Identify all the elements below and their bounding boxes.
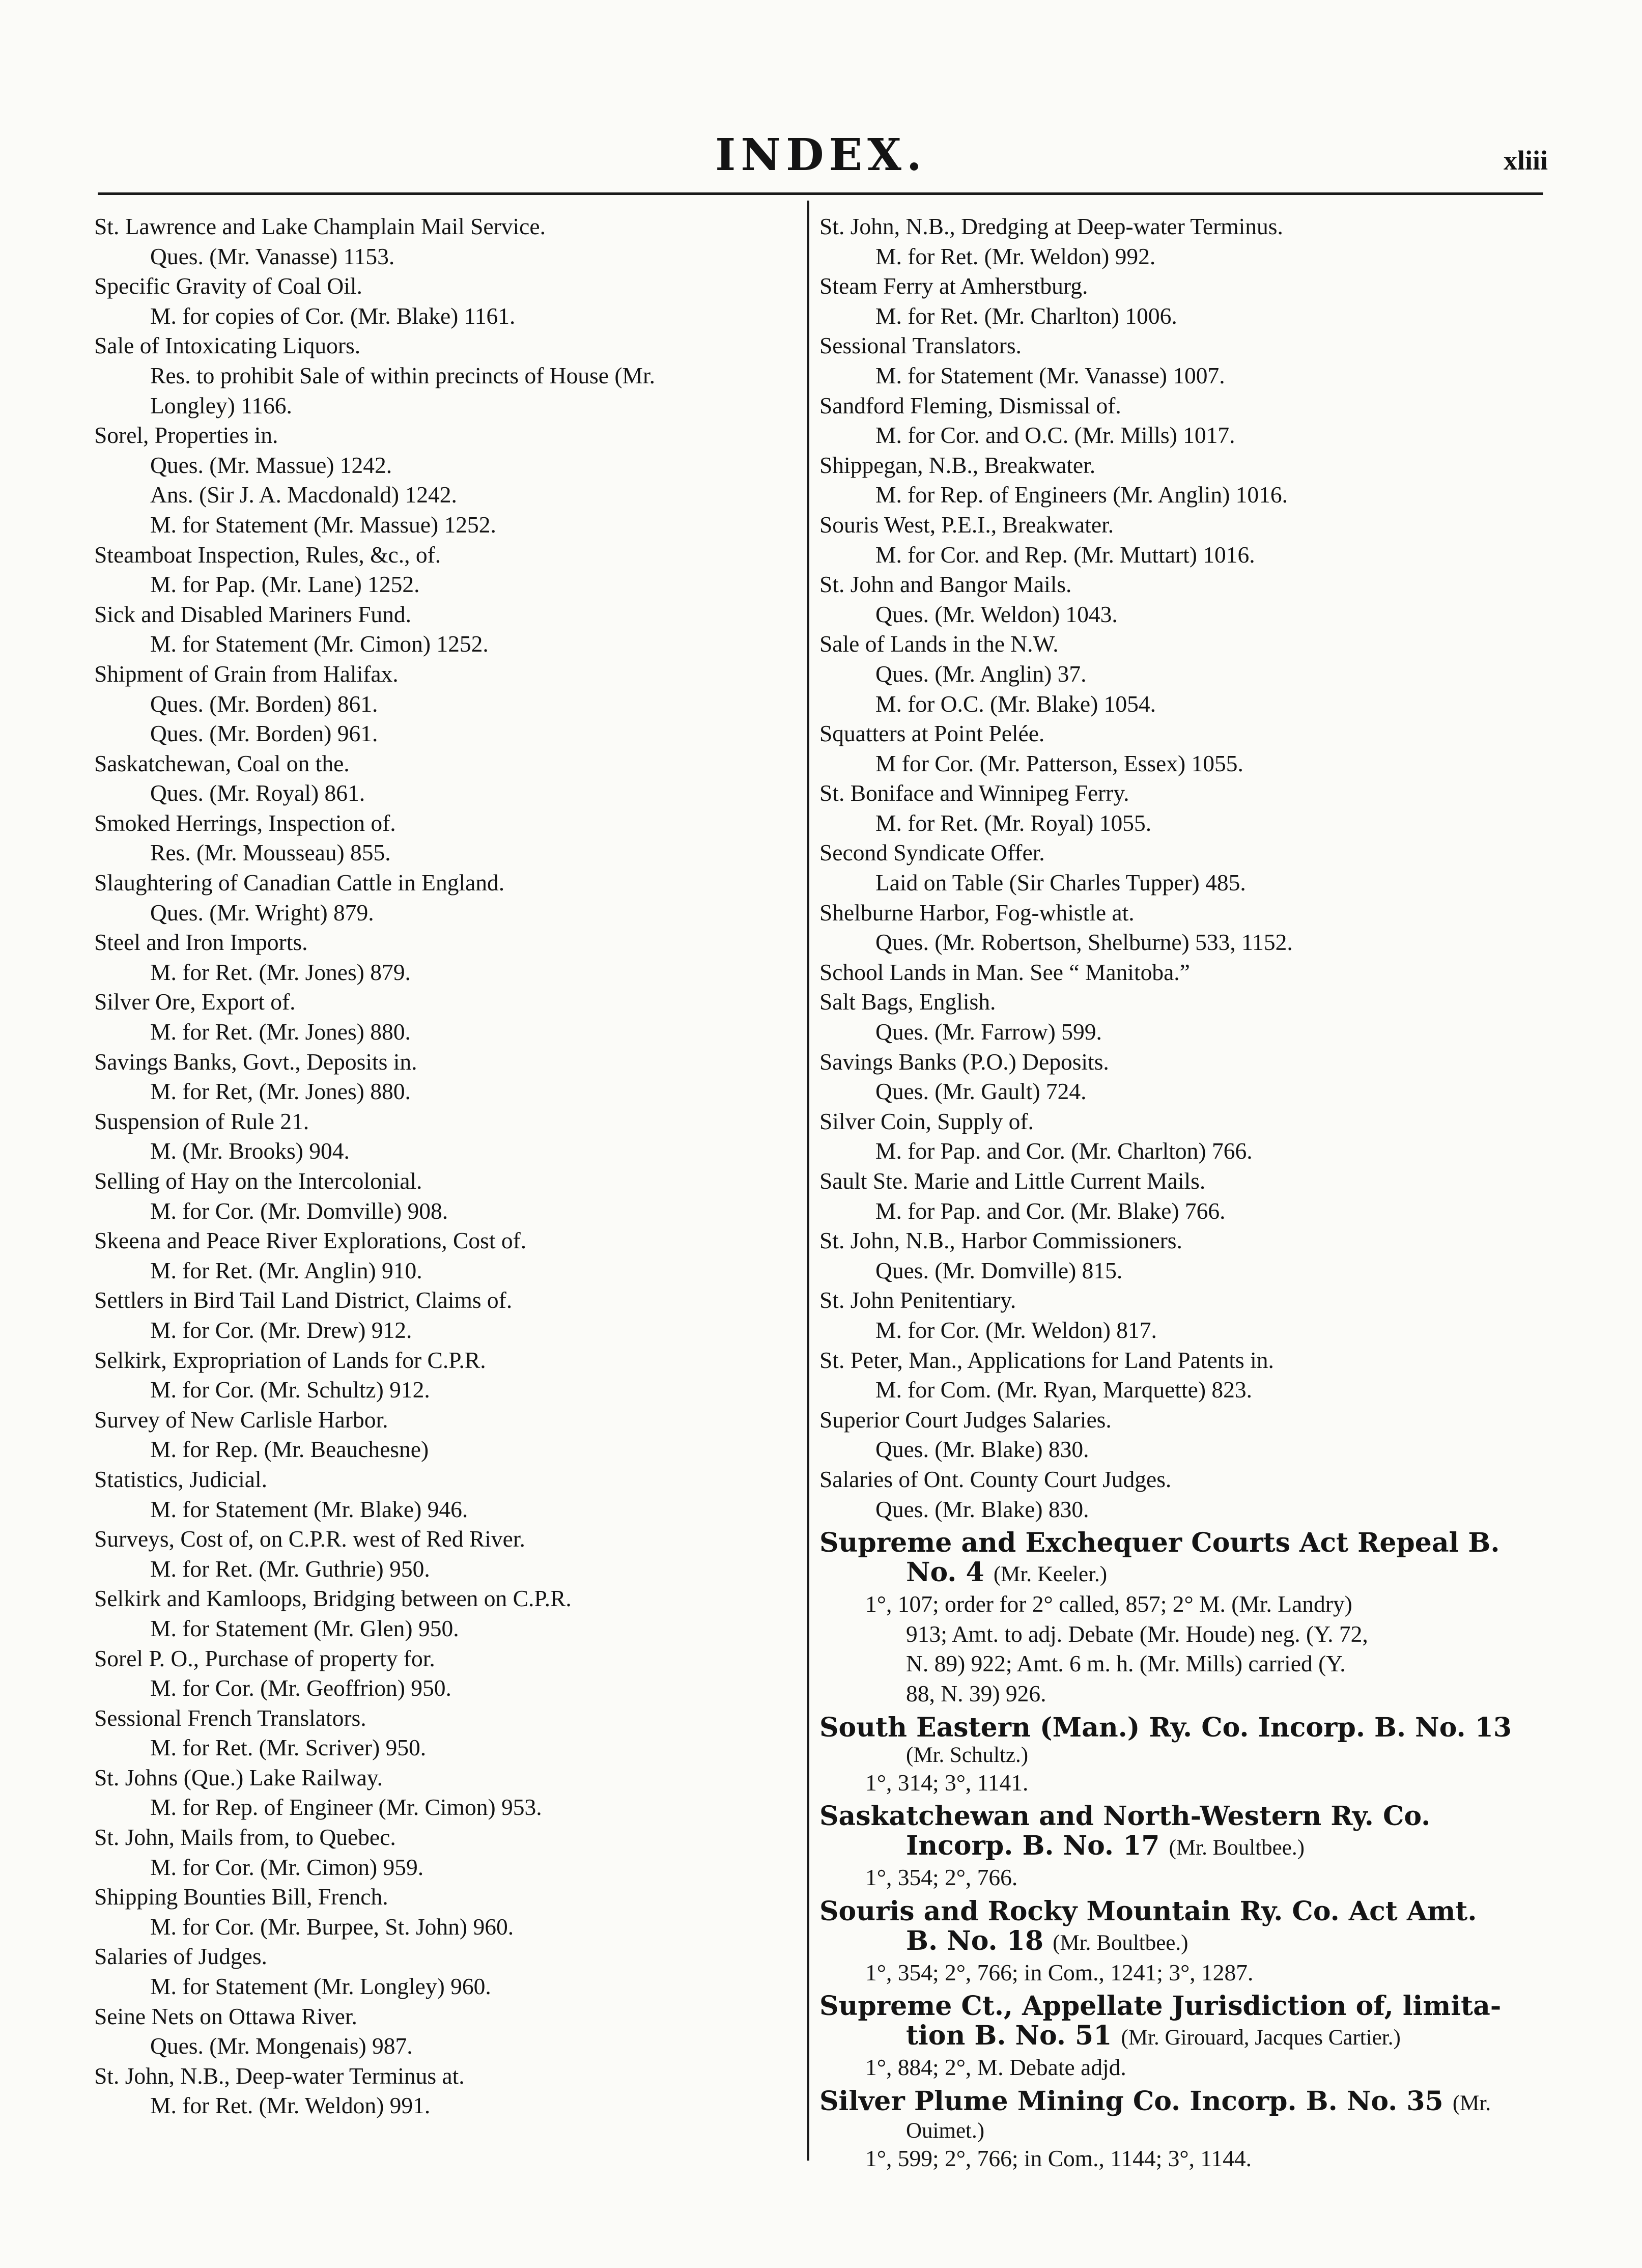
index-entry bbox=[819, 719, 1537, 778]
bill-entry bbox=[819, 1897, 1537, 1988]
index-entry bbox=[819, 451, 1537, 510]
index-entry bbox=[819, 958, 1537, 988]
bill-proceedings: 913; Amt. to adj. Debate (Mr. Houde) neg. (Y. 72, bbox=[906, 1620, 1368, 1647]
entry-reference: Ans. (Sir J. A. Macdonald) 1242. bbox=[150, 482, 457, 508]
entry-heading: St. John, N.B., Deep-water Terminus at. bbox=[94, 2062, 465, 2089]
entry-reference: Ques. (Mr. Mongenais) 987. bbox=[150, 2033, 413, 2059]
entry-reference: M. for Rep. of Engineer (Mr. Cimon) 953. bbox=[150, 1794, 542, 1821]
entry-heading: St. Peter, Man., Applications for Land Patents in. bbox=[819, 1347, 1274, 1373]
entry-reference: M. for Ret. (Mr. Jones) 879. bbox=[150, 959, 411, 985]
index-entry bbox=[819, 212, 1537, 271]
index-entry bbox=[819, 391, 1537, 451]
entry-reference: M. for Rep. (Mr. Beauchesne) bbox=[150, 1436, 429, 1463]
index-entry bbox=[819, 271, 1537, 331]
entry-reference: M. for Pap. (Mr. Lane) 1252. bbox=[150, 571, 420, 598]
entry-heading: Silver Coin, Supply of. bbox=[819, 1108, 1034, 1134]
index-entry bbox=[94, 1047, 797, 1107]
page-title: INDEX. bbox=[715, 129, 927, 181]
bill-proceedings: 1°, 107; order for 2° called, 857; 2° M. (Mr. Landry) bbox=[865, 1591, 1352, 1617]
entry-reference: Res. to prohibit Sale of within precincts of House (Mr. bbox=[150, 362, 656, 388]
entry-reference: M. for Statement (Mr. Blake) 946. bbox=[150, 1496, 468, 1522]
entry-heading: Sick and Disabled Mariners Fund. bbox=[94, 601, 412, 627]
bill-title-text: Souris and Rocky Mountain Ry. Co. Act Amt. bbox=[819, 1895, 1477, 1927]
index-entry bbox=[94, 2002, 797, 2061]
bill-title-text: B. No. 18 bbox=[906, 1925, 1044, 1956]
entry-reference: Ques. (Mr. Borden) 861. bbox=[150, 690, 378, 717]
index-entry bbox=[819, 1465, 1537, 1524]
entry-reference: M. for Ret. (Mr. Anglin) 910. bbox=[150, 1257, 422, 1283]
index-entry bbox=[94, 808, 797, 868]
entry-reference: M. for Statement (Mr. Longley) 960. bbox=[150, 1973, 491, 2000]
bill-entry bbox=[819, 1713, 1537, 1798]
bill-proceedings: 1°, 354; 2°, 766; in Com., 1241; 3°, 1287. bbox=[865, 1959, 1254, 1985]
entry-reference: M. for Ret. (Mr. Guthrie) 950. bbox=[150, 1555, 430, 1582]
bill-sponsor: (Mr. Girouard, Jacques Cartier.) bbox=[1121, 2026, 1401, 2050]
index-entry bbox=[819, 1166, 1537, 1226]
entry-heading: Skeena and Peace River Explorations, Cost of. bbox=[94, 1227, 527, 1254]
entry-heading: Sessional French Translators. bbox=[94, 1704, 366, 1731]
entry-heading: Survey of New Carlisle Harbor. bbox=[94, 1406, 388, 1433]
entry-heading: St. John, N.B., Dredging at Deep-water Terminus. bbox=[819, 213, 1283, 239]
index-entry bbox=[94, 1285, 797, 1345]
entry-heading: Salaries of Ont. County Court Judges. bbox=[819, 1466, 1172, 1492]
entry-heading: St. Johns (Que.) Lake Railway. bbox=[94, 1764, 383, 1790]
entry-reference: M. (Mr. Brooks) 904. bbox=[150, 1138, 350, 1164]
index-entry bbox=[819, 1226, 1537, 1285]
index-entry bbox=[94, 1346, 797, 1405]
bill-sponsor: (Mr. Boultbee.) bbox=[1169, 1836, 1305, 1860]
bill-entry bbox=[819, 2087, 1537, 2174]
index-entry bbox=[94, 868, 797, 928]
index-entry bbox=[819, 778, 1537, 838]
entry-heading: Sale of Intoxicating Liquors. bbox=[94, 332, 361, 359]
index-entry bbox=[819, 1107, 1537, 1166]
index-column-left bbox=[94, 212, 797, 2121]
entry-reference: M. for Cor. (Mr. Domville) 908. bbox=[150, 1197, 448, 1224]
entry-heading: School Lands in Man. See “ Manitoba.” bbox=[819, 959, 1190, 985]
bill-title-text: Silver Plume Mining Co. Incorp. B. No. 35 bbox=[819, 2085, 1443, 2117]
bill-title-text: tion B. No. 51 bbox=[906, 2020, 1112, 2052]
bill-entries bbox=[819, 1528, 1537, 2173]
entry-reference: Longley) 1166. bbox=[150, 392, 292, 418]
entry-heading: Savings Banks (P.O.) Deposits. bbox=[819, 1048, 1109, 1075]
entry-reference: Ques. (Mr. Domville) 815. bbox=[875, 1257, 1123, 1283]
entry-reference: M. for Ret. (Mr. Weldon) 992. bbox=[875, 243, 1156, 269]
index-entry bbox=[94, 1166, 797, 1226]
entry-heading: Souris West, P.E.I., Breakwater. bbox=[819, 511, 1114, 538]
bill-entry bbox=[819, 1992, 1537, 2083]
index-entry bbox=[94, 600, 797, 659]
index-entry bbox=[94, 421, 797, 540]
entry-reference: Ques. (Mr. Weldon) 1043. bbox=[875, 601, 1118, 627]
entry-heading: Steel and Iron Imports. bbox=[94, 929, 308, 956]
entry-reference: M. for Ret. (Mr. Jones) 880. bbox=[150, 1019, 411, 1045]
entry-heading: St. John, N.B., Harbor Commissioners. bbox=[819, 1227, 1182, 1254]
bill-title bbox=[819, 1558, 1537, 1589]
entry-heading: Statistics, Judicial. bbox=[94, 1466, 267, 1492]
entry-heading: Shipping Bounties Bill, French. bbox=[94, 1884, 388, 1910]
header-rule bbox=[98, 192, 1543, 195]
bill-sponsor-continuation: Ouimet.) bbox=[906, 2118, 985, 2143]
entry-heading: Sessional Translators. bbox=[819, 332, 1022, 359]
entry-heading: Selling of Hay on the Intercolonial. bbox=[94, 1168, 422, 1194]
bill-title bbox=[819, 1802, 1537, 1831]
entry-reference: Ques. (Mr. Borden) 961. bbox=[150, 720, 378, 747]
entry-reference: M. for Ret. (Mr. Weldon) 991. bbox=[150, 2092, 431, 2119]
index-entry bbox=[94, 1584, 797, 1643]
entry-reference: M. for Cor. (Mr. Burpee, St. John) 960. bbox=[150, 1913, 514, 1940]
entry-reference: M. for Cor. (Mr. Drew) 912. bbox=[150, 1317, 412, 1343]
entry-heading: Slaughtering of Canadian Cattle in England. bbox=[94, 870, 505, 896]
entry-reference: Ques. (Mr. Robertson, Shelburne) 533, 1152. bbox=[875, 929, 1293, 956]
entry-reference: M. for Pap. and Cor. (Mr. Blake) 766. bbox=[875, 1197, 1226, 1224]
bill-title-text: Supreme and Exchequer Courts Act Repeal B. bbox=[819, 1527, 1500, 1559]
bill-title bbox=[819, 2087, 1537, 2118]
bill-entry bbox=[819, 1802, 1537, 1893]
entry-heading: Steam Ferry at Amherstburg. bbox=[819, 273, 1088, 299]
index-entry bbox=[819, 629, 1537, 719]
entry-reference: M. for Rep. of Engineers (Mr. Anglin) 1016. bbox=[875, 482, 1288, 508]
bill-sponsor: (Mr. Boultbee.) bbox=[1053, 1930, 1188, 1955]
index-entry bbox=[94, 1882, 797, 1942]
bill-proceedings: 1°, 884; 2°, M. Debate adjd. bbox=[865, 2054, 1126, 2081]
entry-reference: M. for Ret. (Mr. Royal) 1055. bbox=[875, 809, 1152, 836]
entry-heading: Selkirk and Kamloops, Bridging between on C.P.R. bbox=[94, 1585, 572, 1612]
right-entries bbox=[819, 212, 1537, 1524]
entry-heading: Suspension of Rule 21. bbox=[94, 1108, 309, 1134]
index-entry bbox=[94, 1703, 797, 1763]
bill-sponsor: (Mr. bbox=[1452, 2091, 1491, 2115]
bill-title bbox=[819, 1992, 1537, 2021]
entry-reference: M. for Cor. (Mr. Schultz) 912. bbox=[150, 1377, 430, 1403]
entry-reference: M. for Cor. (Mr. Cimon) 959. bbox=[150, 1854, 424, 1880]
bill-proceedings: 1°, 354; 2°, 766. bbox=[865, 1864, 1018, 1891]
entry-reference: Res. (Mr. Mousseau) 855. bbox=[150, 839, 391, 866]
entry-reference: M. for Cor. and O.C. (Mr. Mills) 1017. bbox=[875, 422, 1235, 449]
bill-proceedings: 88, N. 39) 926. bbox=[906, 1680, 1046, 1706]
bill-entry bbox=[819, 1528, 1537, 1709]
index-entry bbox=[819, 570, 1537, 629]
bill-title-text: No. 4 bbox=[906, 1557, 984, 1588]
entry-reference: M. for Statement (Mr. Massue) 1252. bbox=[150, 511, 496, 538]
bill-title-text: Saskatchewan and North-Western Ry. Co. bbox=[819, 1801, 1431, 1832]
bill-title-text: Incorp. B. No. 17 bbox=[906, 1830, 1160, 1862]
entry-reference: M. for O.C. (Mr. Blake) 1054. bbox=[875, 690, 1156, 717]
index-entry bbox=[94, 1644, 797, 1703]
bill-proceedings: N. 89) 922; Amt. 6 m. h. (Mr. Mills) carried (Y. bbox=[906, 1650, 1346, 1677]
entry-reference: M. for Com. (Mr. Ryan, Marquette) 823. bbox=[875, 1377, 1252, 1403]
index-entry bbox=[819, 331, 1537, 390]
index-entry bbox=[94, 212, 797, 271]
bill-proceedings: 1°, 314; 3°, 1141. bbox=[865, 1769, 1029, 1796]
index-entry bbox=[819, 1047, 1537, 1107]
entry-reference: M. for Ret. (Mr. Charlton) 1006. bbox=[875, 302, 1177, 329]
entry-heading: St. John, Mails from, to Quebec. bbox=[94, 1824, 396, 1851]
entry-heading: Settlers in Bird Tail Land District, Claims of. bbox=[94, 1287, 513, 1313]
index-entry bbox=[94, 1405, 797, 1465]
entry-heading: Salaries of Judges. bbox=[94, 1943, 267, 1970]
entry-heading: Smoked Herrings, Inspection of. bbox=[94, 809, 396, 836]
index-entry bbox=[94, 1942, 797, 2001]
entry-heading: Surveys, Cost of, on C.P.R. west of Red River. bbox=[94, 1526, 525, 1552]
entry-reference: M for Cor. (Mr. Patterson, Essex) 1055. bbox=[875, 750, 1243, 776]
entry-heading: Sale of Lands in the N.W. bbox=[819, 631, 1059, 657]
entry-reference: M. for Statement (Mr. Vanasse) 1007. bbox=[875, 362, 1225, 388]
index-entry bbox=[94, 331, 797, 421]
bill-title bbox=[819, 1897, 1537, 1926]
bill-title bbox=[819, 1926, 1537, 1958]
page-number: xliii bbox=[1503, 145, 1548, 176]
index-entry bbox=[94, 1465, 797, 1524]
index-entry bbox=[94, 1226, 797, 1285]
entry-heading: Salt Bags, English. bbox=[819, 989, 996, 1015]
index-entry bbox=[94, 1524, 797, 1584]
index-entry bbox=[94, 271, 797, 331]
entry-reference: Ques. (Mr. Anglin) 37. bbox=[875, 660, 1087, 687]
index-entry bbox=[819, 1285, 1537, 1345]
index-entry bbox=[94, 540, 797, 600]
index-entry bbox=[94, 1763, 797, 1823]
index-entry bbox=[94, 1823, 797, 1882]
entry-reference: M. for copies of Cor. (Mr. Blake) 1161. bbox=[150, 302, 516, 329]
entry-heading: St. John Penitentiary. bbox=[819, 1287, 1016, 1313]
entry-reference: Ques. (Mr. Massue) 1242. bbox=[150, 452, 392, 478]
entry-heading: Specific Gravity of Coal Oil. bbox=[94, 273, 362, 299]
bill-title bbox=[819, 2021, 1537, 2053]
entry-reference: M. for Cor. (Mr. Geoffrion) 950. bbox=[150, 1675, 451, 1701]
bill-title-text: Supreme Ct., Appellate Jurisdiction of, limita- bbox=[819, 1991, 1502, 2022]
entry-heading: Shippegan, N.B., Breakwater. bbox=[819, 452, 1096, 478]
entry-heading: Shelburne Harbor, Fog-whistle at. bbox=[819, 899, 1135, 926]
bill-sponsor: (Mr. Schultz.) bbox=[906, 1743, 1029, 1767]
index-entry bbox=[819, 1405, 1537, 1465]
entry-heading: Steamboat Inspection, Rules, &c., of. bbox=[94, 541, 441, 568]
entry-heading: Silver Ore, Export of. bbox=[94, 989, 296, 1015]
column-divider bbox=[807, 201, 809, 2161]
entry-heading: Shipment of Grain from Halifax. bbox=[94, 660, 399, 687]
entry-reference: M. for Cor. and Rep. (Mr. Muttart) 1016. bbox=[875, 541, 1255, 568]
entry-heading: Superior Court Judges Salaries. bbox=[819, 1406, 1112, 1433]
bill-title bbox=[819, 1831, 1537, 1863]
entry-heading: Sandford Fleming, Dismissal of. bbox=[819, 392, 1121, 418]
index-entry bbox=[94, 928, 797, 987]
entry-reference: Ques. (Mr. Vanasse) 1153. bbox=[150, 243, 395, 269]
entry-reference: Laid on Table (Sir Charles Tupper) 485. bbox=[875, 870, 1246, 896]
entry-reference: M. for Cor. (Mr. Weldon) 817. bbox=[875, 1317, 1157, 1343]
index-entry bbox=[94, 749, 797, 808]
entry-reference: Ques. (Mr. Royal) 861. bbox=[150, 780, 365, 806]
entry-heading: Squatters at Point Pelée. bbox=[819, 720, 1045, 747]
entry-heading: Sault Ste. Marie and Little Current Mails. bbox=[819, 1168, 1206, 1194]
index-entry bbox=[94, 1107, 797, 1166]
index-entry bbox=[819, 898, 1537, 958]
entry-heading: Saskatchewan, Coal on the. bbox=[94, 750, 350, 776]
bill-sponsor: (Mr. Keeler.) bbox=[993, 1562, 1108, 1587]
index-column-right bbox=[819, 212, 1537, 2173]
entry-reference: M. for Statement (Mr. Cimon) 1252. bbox=[150, 631, 489, 657]
bill-title bbox=[819, 1713, 1537, 1743]
index-entry bbox=[94, 987, 797, 1047]
entry-reference: Ques. (Mr. Blake) 830. bbox=[875, 1436, 1089, 1463]
index-entry bbox=[94, 659, 797, 749]
index-entry bbox=[819, 1346, 1537, 1405]
entry-reference: Ques. (Mr. Gault) 724. bbox=[875, 1078, 1087, 1105]
entry-heading: Second Syndicate Offer. bbox=[819, 839, 1045, 866]
index-entry bbox=[819, 838, 1537, 898]
entry-reference: M. for Statement (Mr. Glen) 950. bbox=[150, 1615, 459, 1641]
entry-heading: Sorel, Properties in. bbox=[94, 422, 278, 449]
index-entry bbox=[819, 987, 1537, 1047]
entry-heading: St. Boniface and Winnipeg Ferry. bbox=[819, 780, 1129, 806]
entry-heading: Seine Nets on Ottawa River. bbox=[94, 2003, 357, 2029]
entry-reference: Ques. (Mr. Blake) 830. bbox=[875, 1496, 1089, 1522]
entry-heading: Selkirk, Expropriation of Lands for C.P.R. bbox=[94, 1347, 486, 1373]
entry-reference: M. for Pap. and Cor. (Mr. Charlton) 766. bbox=[875, 1138, 1253, 1164]
entry-heading: Sorel P. O., Purchase of property for. bbox=[94, 1645, 435, 1671]
entry-heading: Savings Banks, Govt., Deposits in. bbox=[94, 1048, 417, 1075]
entry-reference: Ques. (Mr. Wright) 879. bbox=[150, 899, 374, 926]
bill-proceedings: 1°, 599; 2°, 766; in Com., 1144; 3°, 1144. bbox=[865, 2145, 1252, 2171]
index-entry bbox=[819, 510, 1537, 570]
entry-heading: St. Lawrence and Lake Champlain Mail Service. bbox=[94, 213, 546, 239]
entry-reference: M. for Ret. (Mr. Scriver) 950. bbox=[150, 1734, 427, 1761]
entry-reference: Ques. (Mr. Farrow) 599. bbox=[875, 1019, 1102, 1045]
entry-reference: M. for Ret, (Mr. Jones) 880. bbox=[150, 1078, 411, 1105]
entry-heading: St. John and Bangor Mails. bbox=[819, 571, 1072, 598]
bill-title bbox=[819, 1528, 1537, 1558]
index-entry bbox=[94, 2061, 797, 2121]
bill-title-text: South Eastern (Man.) Ry. Co. Incorp. B. No. 13 bbox=[819, 1712, 1512, 1743]
